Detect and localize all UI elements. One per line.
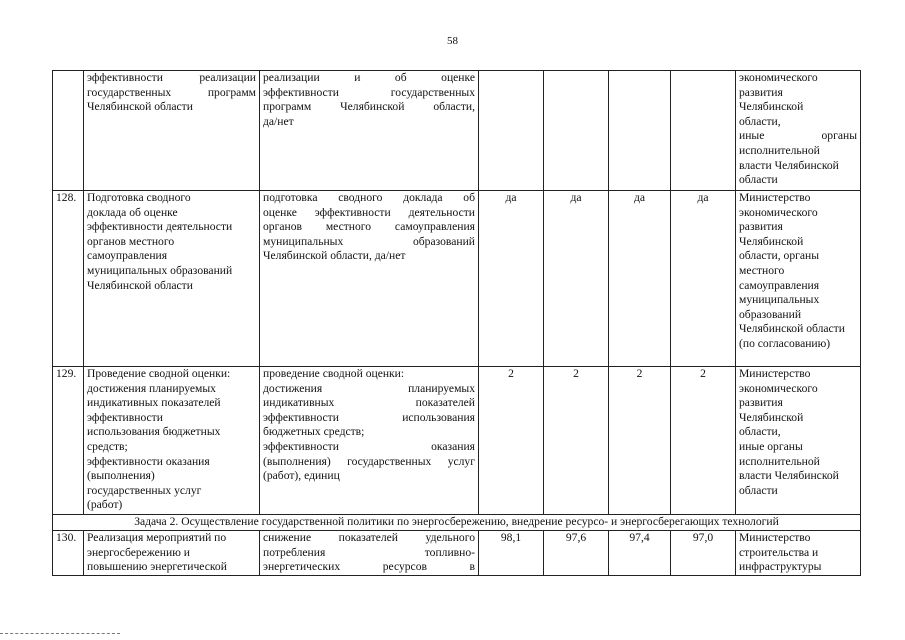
task-row [53,515,861,531]
value-year-4: 97,0 [671,531,736,576]
measures-table [52,70,861,576]
page-number: 58 [447,35,458,47]
value-year-1: 2 [479,367,544,515]
value-year-4: да [671,191,736,367]
responsible-executor: экономического развития Челябинской области, иные органы исполнительной власти Челябинской области [736,71,861,191]
responsible-executor: Министерство экономического развития Челябинской области, органы местного самоуправления муниципальных образований Челябинской области (по согласованию) [736,191,861,367]
row-number: 129. [53,367,84,515]
value-year-3: 2 [609,367,671,515]
indicator-name: подготовка сводного доклада об оценке эффективности деятельности органов местного самоуправления муниципальных образований Челябинской области, да/нет [260,191,479,367]
task-heading: Задача 2. Осуществление государственной политики по энергосбережению, внедрение ресурсо- и энергосберегающих технологий [53,515,861,531]
table-row [53,191,861,367]
value-year-1: 98,1 [479,531,544,576]
responsible-executor: Министерство строительства и инфраструктуры [736,531,861,576]
value-year-4 [671,71,736,191]
responsible-executor: Министерство экономического развития Челябинской области, иные органы исполнительной власти Челябинской области [736,367,861,515]
table-row [53,71,861,191]
value-year-2: 97,6 [544,531,609,576]
measure-name: Подготовка сводного доклада об оценке эффективности деятельности органов местного самоуправления муниципальных образований Челябинской области [84,191,260,367]
value-year-2: 2 [544,367,609,515]
measure-name: Реализация мероприятий по энергосбережению и повышению энергетической [84,531,260,576]
value-year-2: да [544,191,609,367]
value-year-2 [544,71,609,191]
indicator-name: реализации и об оценке эффективности государственных программ Челябинской области, да/нет [260,71,479,191]
row-number: 130. [53,531,84,576]
footer-rule [0,633,120,634]
row-number [53,71,84,191]
row-number: 128. [53,191,84,367]
value-year-1: да [479,191,544,367]
value-year-1 [479,71,544,191]
value-year-3: да [609,191,671,367]
indicator-name: проведение сводной оценки: достижения планируемых индикативных показателей эффективности использования бюджетных средств; эффективности оказания (выполнения) государственных услуг (работ), единиц [260,367,479,515]
value-year-3: 97,4 [609,531,671,576]
value-year-3 [609,71,671,191]
measure-name: эффективности реализации государственных программ Челябинской области [84,71,260,191]
table-row [53,531,861,576]
measure-name: Проведение сводной оценки: достижения планируемых индикативных показателей эффективности использования бюджетных средств; эффективности оказания (выполнения) государственных услуг (работ) [84,367,260,515]
value-year-4: 2 [671,367,736,515]
indicator-name: снижение показателей удельного потребления топливно- энергетических ресурсов в [260,531,479,576]
table-row [53,367,861,515]
